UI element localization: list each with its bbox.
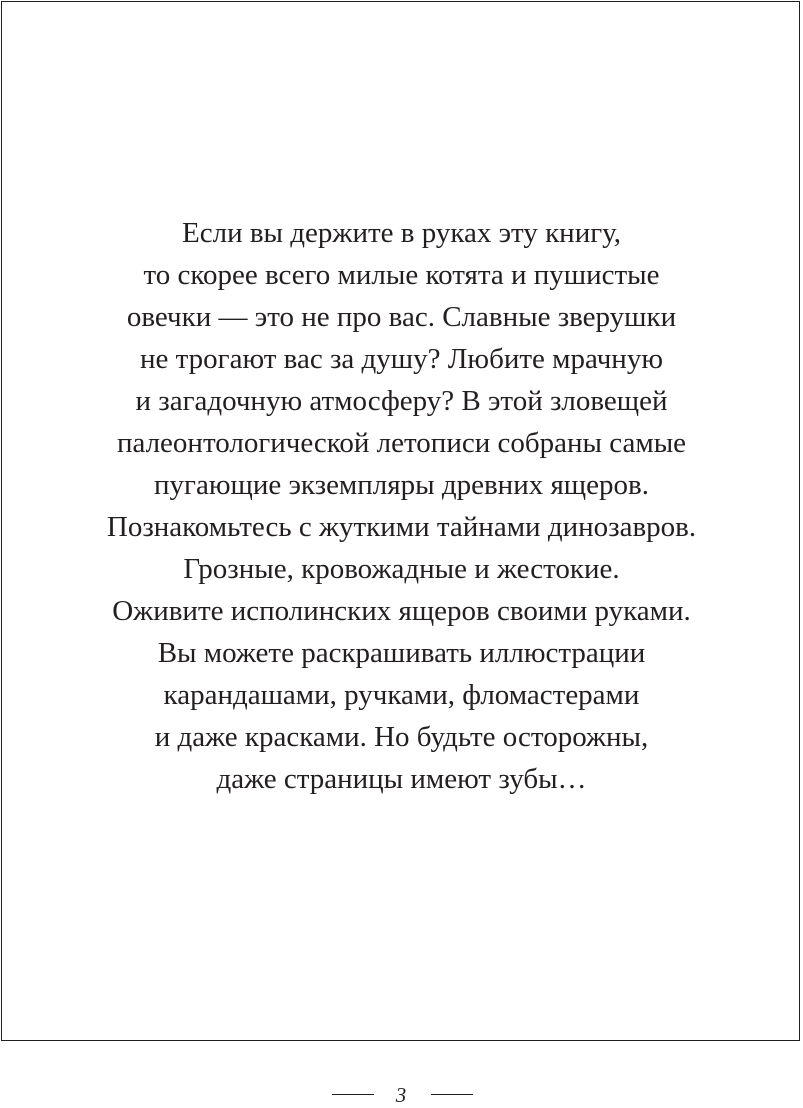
text-line: Грозные, кровожадные и жестокие. xyxy=(183,553,620,585)
page-footer xyxy=(0,1082,803,1108)
text-line: не трогают вас за душу? Любите мрачную xyxy=(140,343,663,375)
text-line: пугающие экземпляры древних ящеров. xyxy=(154,469,649,501)
text-line: даже страницы имеют зубы… xyxy=(216,763,587,795)
text-line: карандашами, ручками, фломастерами xyxy=(163,679,640,711)
text-line: Если вы держите в руках эту книгу, xyxy=(182,217,621,249)
footer-rule-right xyxy=(431,1094,473,1095)
text-line: и даже красками. Но будьте осторожны, xyxy=(154,721,649,753)
intro-paragraph xyxy=(0,212,803,800)
page-number: 3 xyxy=(395,1083,407,1107)
text-line: и загадочную атмосферу? В этой зловещей xyxy=(135,385,668,417)
text-line: Оживите исполинских ящеров своими руками. xyxy=(112,595,691,627)
text-line: то скорее всего милые котята и пушистые xyxy=(143,259,660,291)
text-line: Вы можете раскрашивать иллюстрации xyxy=(157,637,646,669)
text-line: палеонтологической летописи собраны самые xyxy=(116,427,687,459)
footer-rule-left xyxy=(332,1094,374,1095)
text-line: овечки — это не про вас. Славные зверушки xyxy=(126,301,677,333)
text-line: Познакомьтесь с жуткими тайнами динозавров. xyxy=(106,511,697,543)
